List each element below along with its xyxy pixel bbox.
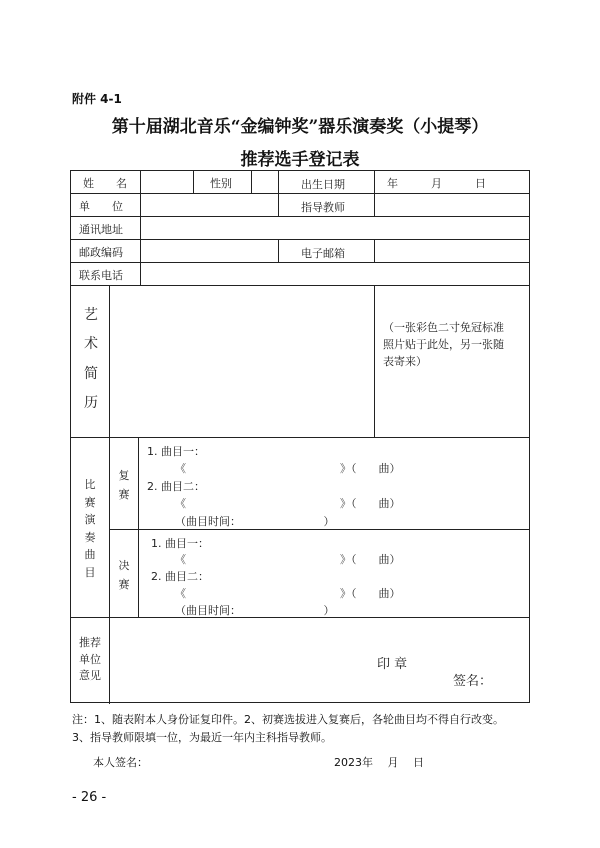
col-divider xyxy=(140,193,141,285)
gender-label: 性别 xyxy=(210,177,232,190)
signature-date: 2023年 月 日 xyxy=(334,756,424,769)
birth-field[interactable]: 年 月 日 xyxy=(387,177,486,190)
semifinal-piece1-label: 1. 曲目一： xyxy=(147,445,205,458)
unit-field[interactable] xyxy=(143,196,275,214)
semifinal-piece1-field[interactable]: 《 》（ 曲） xyxy=(175,462,401,475)
bio-field[interactable] xyxy=(113,289,371,433)
address-field[interactable] xyxy=(143,219,525,237)
address-label: 通讯地址 xyxy=(79,223,123,236)
bio-label: 艺 术 简 历 xyxy=(84,307,98,412)
col-divider xyxy=(374,171,375,193)
final-duration-field[interactable]: （曲目时间： ） xyxy=(175,604,335,617)
semifinal-duration-field[interactable]: （曲目时间： ） xyxy=(175,515,335,528)
postcode-label: 邮政编码 xyxy=(79,246,123,259)
col-divider xyxy=(278,193,279,216)
recommend-label: 推荐 单位 意见 xyxy=(79,636,101,682)
email-label: 电子邮箱 xyxy=(301,247,345,260)
row-divider xyxy=(71,285,529,286)
col-divider xyxy=(140,171,141,193)
col-divider xyxy=(278,171,279,193)
teacher-label: 指导教师 xyxy=(301,201,345,214)
repertoire-label: 比 赛 演 奏 曲 目 xyxy=(84,478,96,579)
phone-field[interactable] xyxy=(143,265,525,283)
final-piece2-field[interactable]: 《 》（ 曲） xyxy=(175,587,401,600)
final-label: 决 赛 xyxy=(118,559,130,591)
phone-label: 联系电话 xyxy=(79,269,123,282)
page-number: - 26 - xyxy=(72,790,107,805)
final-piece1-label: 1. 曲目一： xyxy=(151,537,209,550)
row-divider xyxy=(71,437,529,438)
col-divider xyxy=(109,437,110,704)
note-line2: 3、指导教师限填一位，为最近一年内主科指导教师。 xyxy=(72,731,332,744)
postcode-field[interactable] xyxy=(143,242,275,260)
birth-label: 出生日期 xyxy=(301,178,345,191)
registration-table xyxy=(70,170,530,703)
semifinal-label: 复 赛 xyxy=(118,469,130,501)
seal-label: 印 章 xyxy=(377,657,408,672)
form-subtitle: 推荐选手登记表 xyxy=(240,150,360,170)
name-label: 姓 名 xyxy=(83,177,127,190)
signature-label: 签名： xyxy=(453,674,493,689)
col-divider xyxy=(138,437,139,617)
attachment-label: 附件 4-1 xyxy=(72,92,122,106)
email-field[interactable] xyxy=(377,242,525,260)
col-divider xyxy=(251,171,252,193)
col-divider xyxy=(374,193,375,216)
gender-field[interactable] xyxy=(254,173,276,191)
form-title: 第十届湖北音乐“金编钟奖”器乐演奏奖（小提琴） xyxy=(111,117,489,137)
col-divider xyxy=(374,239,375,262)
col-divider xyxy=(278,239,279,262)
col-divider xyxy=(109,285,110,437)
col-divider xyxy=(374,285,375,437)
name-field[interactable] xyxy=(143,173,191,191)
final-piece1-field[interactable]: 《 》（ 曲） xyxy=(175,553,401,566)
row-divider xyxy=(109,529,529,530)
semifinal-piece2-field[interactable]: 《 》（ 曲） xyxy=(175,497,401,510)
photo-note: （一张彩色二寸免冠标准照片贴于此处，另一张随表寄来） xyxy=(383,321,504,369)
self-signature-label: 本人签名： xyxy=(93,756,148,769)
semifinal-piece2-label: 2. 曲目二： xyxy=(147,480,205,493)
teacher-field[interactable] xyxy=(377,196,525,214)
col-divider xyxy=(193,171,194,193)
final-piece2-label: 2. 曲目二： xyxy=(151,570,209,583)
note-line1: 注：1、随表附本人身份证复印件。2、初赛选拔进入复赛后，各轮曲目均不得自行改变。 xyxy=(72,713,504,726)
unit-label: 单 位 xyxy=(79,200,123,213)
